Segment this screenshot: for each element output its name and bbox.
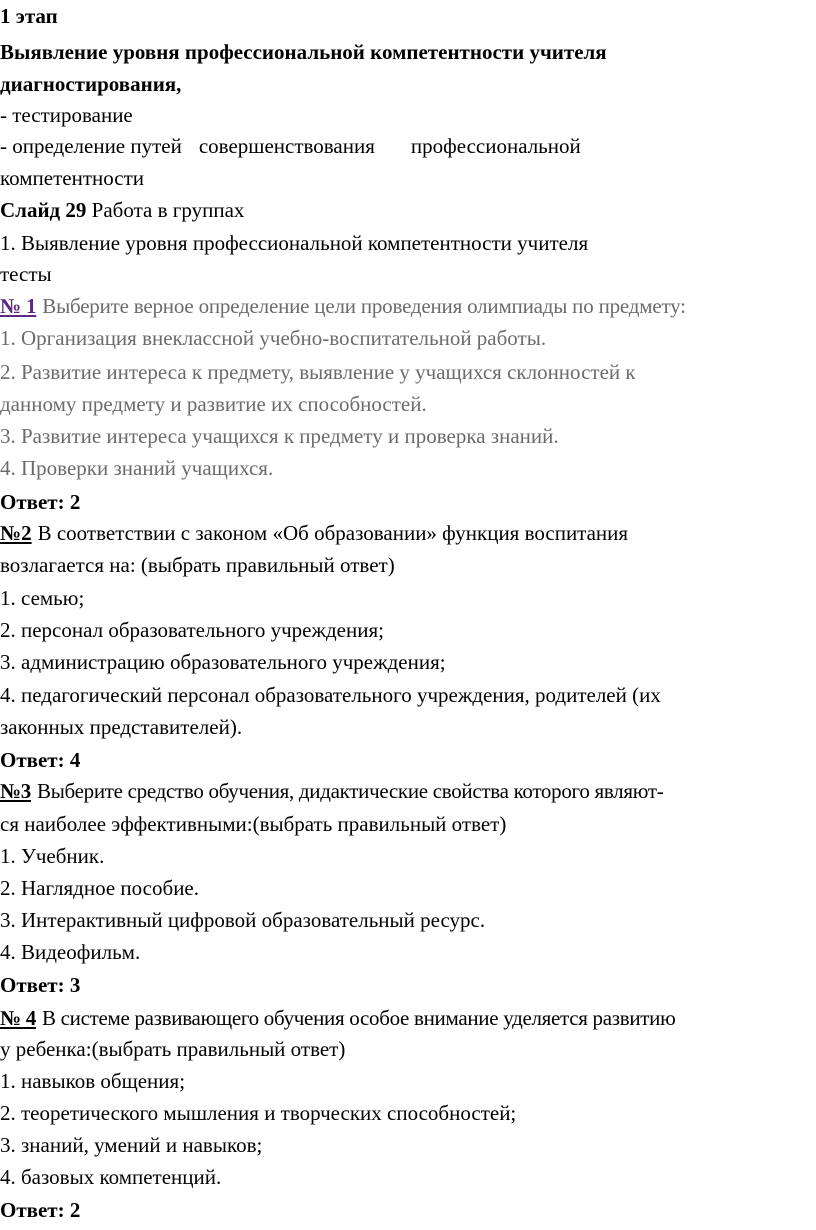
question-4-answer: Ответ: 2: [0, 1198, 81, 1222]
question-1-option-4: 4. Проверки знаний учащихся.: [0, 456, 274, 480]
section-title: 1. Выявление уровня профессиональной компетентности учителя: [0, 231, 589, 255]
question-3-option-2: 2. Наглядное пособие.: [0, 876, 199, 900]
question-4-option-2: 2. теоретического мышления и творческих способностей;: [0, 1101, 517, 1125]
bullet-improvement-part2: совершенствования: [198, 134, 375, 158]
question-1-option-3: 3. Развитие интереса учащихся к предмету и проверка знаний.: [0, 424, 559, 448]
question-3-option-4: 4. Видеофильм.: [0, 940, 141, 964]
question-1: [0, 292, 686, 320]
bullet-testing: - тестирование: [0, 103, 133, 127]
question-2-option-3: 3. администрацию образовательного учреждения;: [0, 650, 446, 674]
question-1-option-1: 1. Организация внеклассной учебно-воспитательной работы.: [0, 326, 547, 350]
slide-label: Слайд 29: [0, 198, 87, 222]
question-4: [0, 1004, 676, 1032]
question-3-text: Выберите средство обучения, дидактические свойства которого являют-: [37, 779, 664, 803]
question-2-option-2: 2. персонал образовательного учреждения;: [0, 618, 384, 642]
question-2-text: В соответствии с законом «Об образовании» функция воспитания: [37, 521, 629, 545]
question-4-option-1: 1. навыков общения;: [0, 1069, 186, 1093]
stage-heading-line2: диагностирования,: [0, 72, 182, 96]
question-3-option-3: 3. Интерактивный цифровой образовательный ресурс.: [0, 908, 486, 932]
question-2-option-1: 1. семью;: [0, 586, 85, 610]
slide-line: [0, 196, 244, 224]
question-1-number[interactable]: № 1: [0, 294, 37, 318]
question-2-number: №2: [0, 521, 32, 545]
question-2-answer: Ответ: 4: [0, 748, 81, 772]
question-3-number: №3: [0, 779, 32, 803]
question-4-option-4: 4. базовых компетенций.: [0, 1165, 222, 1189]
question-4-option-3: 3. знаний, умений и навыков;: [0, 1133, 263, 1157]
question-1-text: Выберите верное определение цели проведения олимпиады по предмету:: [42, 294, 686, 318]
question-2-text-cont: возлагается на: (выбрать правильный ответ): [0, 553, 395, 577]
question-2-option-4: 4. педагогический персонал образовательного учреждения, родителей (их: [0, 683, 661, 707]
question-4-text-cont: у ребенка:(выбрать правильный ответ): [0, 1037, 346, 1061]
bullet-improvement-line2: компетентности: [0, 166, 144, 190]
bullet-improvement-part1: - определение путей: [0, 134, 182, 158]
question-4-number: № 4: [0, 1006, 36, 1030]
question-1-answer: Ответ: 2: [0, 490, 81, 514]
stage-title: 1 этап: [0, 4, 58, 28]
question-1-option-2: 2. Развитие интереса к предмету, выявление у учащихся склонностей к: [0, 360, 636, 384]
question-4-text: В системе развивающего обучения особое внимание уделяется развитию: [41, 1006, 676, 1030]
question-3-text-cont: ся наиболее эффективными:(выбрать правильный ответ): [0, 812, 507, 836]
slide-text: Работа в группах: [86, 198, 245, 222]
question-2: [0, 519, 628, 547]
stage-heading-line1: Выявление уровня профессиональной компетентности учителя: [0, 40, 607, 64]
bullet-improvement-part3: профессиональной: [410, 134, 581, 158]
question-3-answer: Ответ: 3: [0, 973, 81, 997]
bullet-improvement-line1: [0, 132, 581, 160]
question-3: [0, 777, 663, 805]
question-1-option-2-cont: данному предмету и развитие их способностей.: [0, 392, 427, 416]
section-subtitle: тесты: [0, 262, 52, 286]
question-2-option-4-cont: законных представителей).: [0, 715, 243, 739]
question-3-option-1: 1. Учебник.: [0, 844, 105, 868]
